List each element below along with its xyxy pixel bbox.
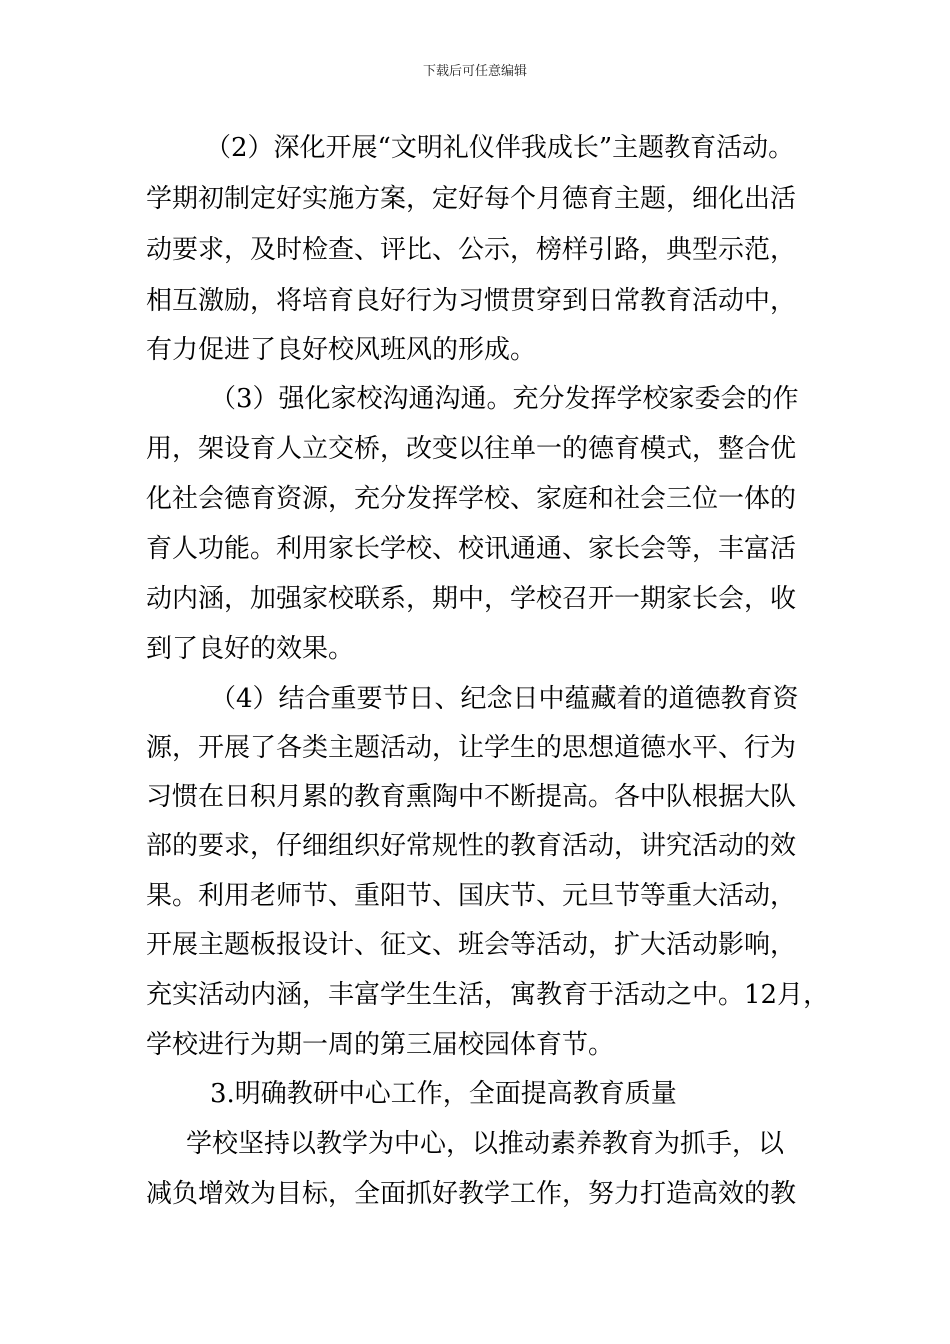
paragraph-line: 学校坚持以教学为中心，以推动素养教育为抓手，以: [186, 1129, 785, 1159]
paragraph-line: 动内涵，加强家校联系，期中，学校召开一期家长会，收: [146, 584, 797, 614]
paragraph-line: 用，架设育人立交桥，改变以往单一的德育模式，整合优: [146, 434, 797, 464]
section-heading: 3.明确教研中心工作，全面提高教育质量: [210, 1079, 677, 1109]
paragraph-line: 开展主题板报设计、征文、班会等活动，扩大活动影响，: [146, 930, 797, 960]
paragraph-line: （4）结合重要节日、纪念日中蕴藏着的道德教育资: [210, 684, 799, 714]
paragraph-line: 部的要求，仔细组织好常规性的教育活动，讲究活动的效: [146, 831, 797, 861]
paragraph-line: 源，开展了各类主题活动，让学生的思想道德水平、行为: [146, 733, 797, 763]
paragraph-line: （3）强化家校沟通沟通。充分发挥学校家委会的作: [210, 384, 799, 414]
paragraph-line: 学校进行为期一周的第三届校园体育节。: [146, 1030, 615, 1060]
paragraph-line: （2）深化开展“文明礼仪伴我成长”主题教育活动。: [205, 133, 795, 163]
paragraph-line: 相互激励，将培育良好行为习惯贯穿到日常教育活动中，: [146, 286, 797, 316]
paragraph-line: 充实活动内涵，丰富学生生活，寓教育于活动之中。12月，: [146, 980, 830, 1010]
paragraph-line: 动要求，及时检查、评比、公示，榜样引路，典型示范，: [146, 235, 797, 265]
paragraph-line: 到了良好的效果。: [146, 634, 355, 664]
paragraph-line: 学期初制定好实施方案，定好每个月德育主题，细化出活: [146, 184, 797, 214]
paragraph-line: 育人功能。利用家长学校、校讯通通、家长会等，丰富活: [146, 534, 797, 564]
paragraph-line: 有力促进了良好校风班风的形成。: [146, 335, 537, 365]
paragraph-line: 化社会德育资源，充分发挥学校、家庭和社会三位一体的: [146, 484, 797, 514]
paragraph-line: 减负增效为目标，全面抓好教学工作，努力打造高效的教: [146, 1179, 797, 1209]
paragraph-line: 果。利用老师节、重阳节、国庆节、元旦节等重大活动，: [146, 881, 797, 911]
page-header-note: 下载后可任意编辑: [422, 64, 527, 79]
paragraph-line: 习惯在日积月累的教育熏陶中不断提高。各中队根据大队: [146, 782, 797, 812]
